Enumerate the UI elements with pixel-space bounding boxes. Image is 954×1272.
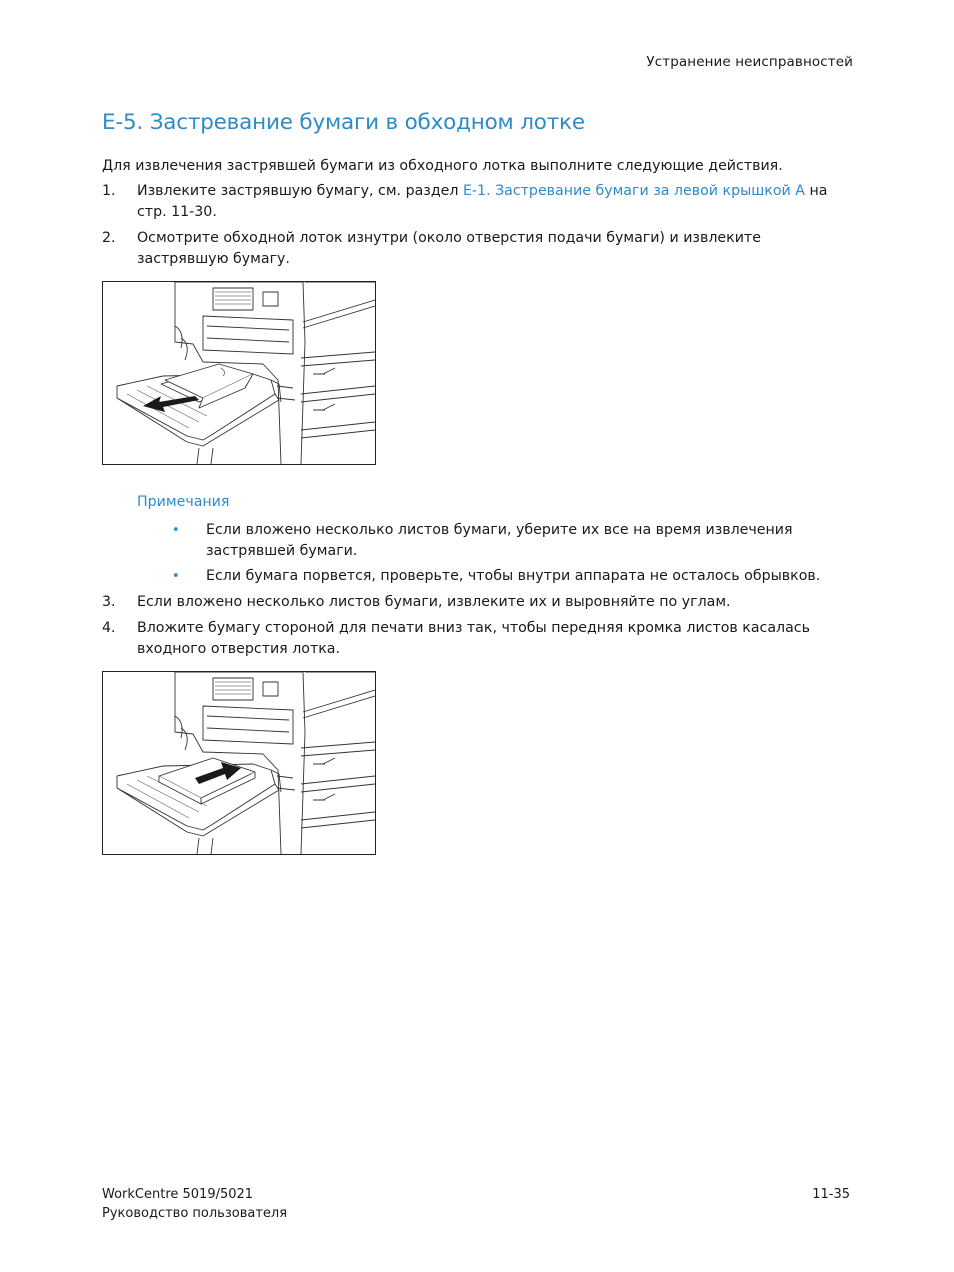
figure-remove-paper: [102, 281, 376, 465]
step-text-line: Вложите бумагу стороной для печати вниз так, чтобы передняя кромка листов касалась: [137, 620, 810, 636]
cross-reference-link[interactable]: E-1. Застревание бумаги за левой крышкой A: [462, 183, 805, 199]
note-item: Если бумага порвется, проверьте, чтобы внутри аппарата не осталось обрывков.: [206, 568, 821, 584]
step-text-line: застрявшую бумагу.: [137, 251, 290, 267]
note-line: Если вложено несколько листов бумаги, уберите их все на время извлечения: [206, 522, 793, 538]
printer-bypass-tray-remove-paper-illustration: [103, 282, 375, 464]
step-number: 3.: [102, 594, 116, 610]
step-text-line: входного отверстия лотка.: [137, 641, 341, 657]
step-text-line: Осмотрите обходной лоток изнутри (около отверстия подачи бумаги) и извлеките: [137, 230, 761, 246]
step-text: [137, 181, 857, 223]
note-item: [206, 520, 866, 562]
note-line: застрявшей бумаги.: [206, 543, 358, 559]
step-text: Если вложено несколько листов бумаги, извлеките их и выровняйте по углам.: [137, 594, 731, 610]
step-number: 2.: [102, 230, 116, 246]
page-title: E-5. Застревание бумаги в обходном лотке: [102, 110, 585, 135]
step-text-line: Извлеките застрявшую бумагу, см. раздел: [137, 183, 463, 199]
running-header: Устранение неисправностей: [646, 54, 853, 70]
bullet-icon: •: [172, 569, 180, 584]
bullet-icon: •: [172, 523, 180, 538]
page-number: 11-35: [812, 1187, 850, 1202]
step-text-line: стр. 11-30.: [137, 204, 217, 220]
step-text: [137, 228, 857, 270]
step-number: 1.: [102, 183, 116, 199]
footer-guide: Руководство пользователя: [102, 1206, 288, 1221]
step-number: 4.: [102, 620, 116, 636]
printer-bypass-tray-load-paper-illustration: [103, 672, 375, 854]
footer-product: WorkCentre 5019/5021: [102, 1187, 254, 1202]
intro-paragraph: Для извлечения застрявшей бумаги из обходного лотка выполните следующие действия.: [102, 158, 783, 174]
notes-heading: Примечания: [137, 494, 230, 510]
step-text: [137, 618, 857, 660]
step-text-line: на: [804, 183, 828, 199]
figure-load-paper: [102, 671, 376, 855]
